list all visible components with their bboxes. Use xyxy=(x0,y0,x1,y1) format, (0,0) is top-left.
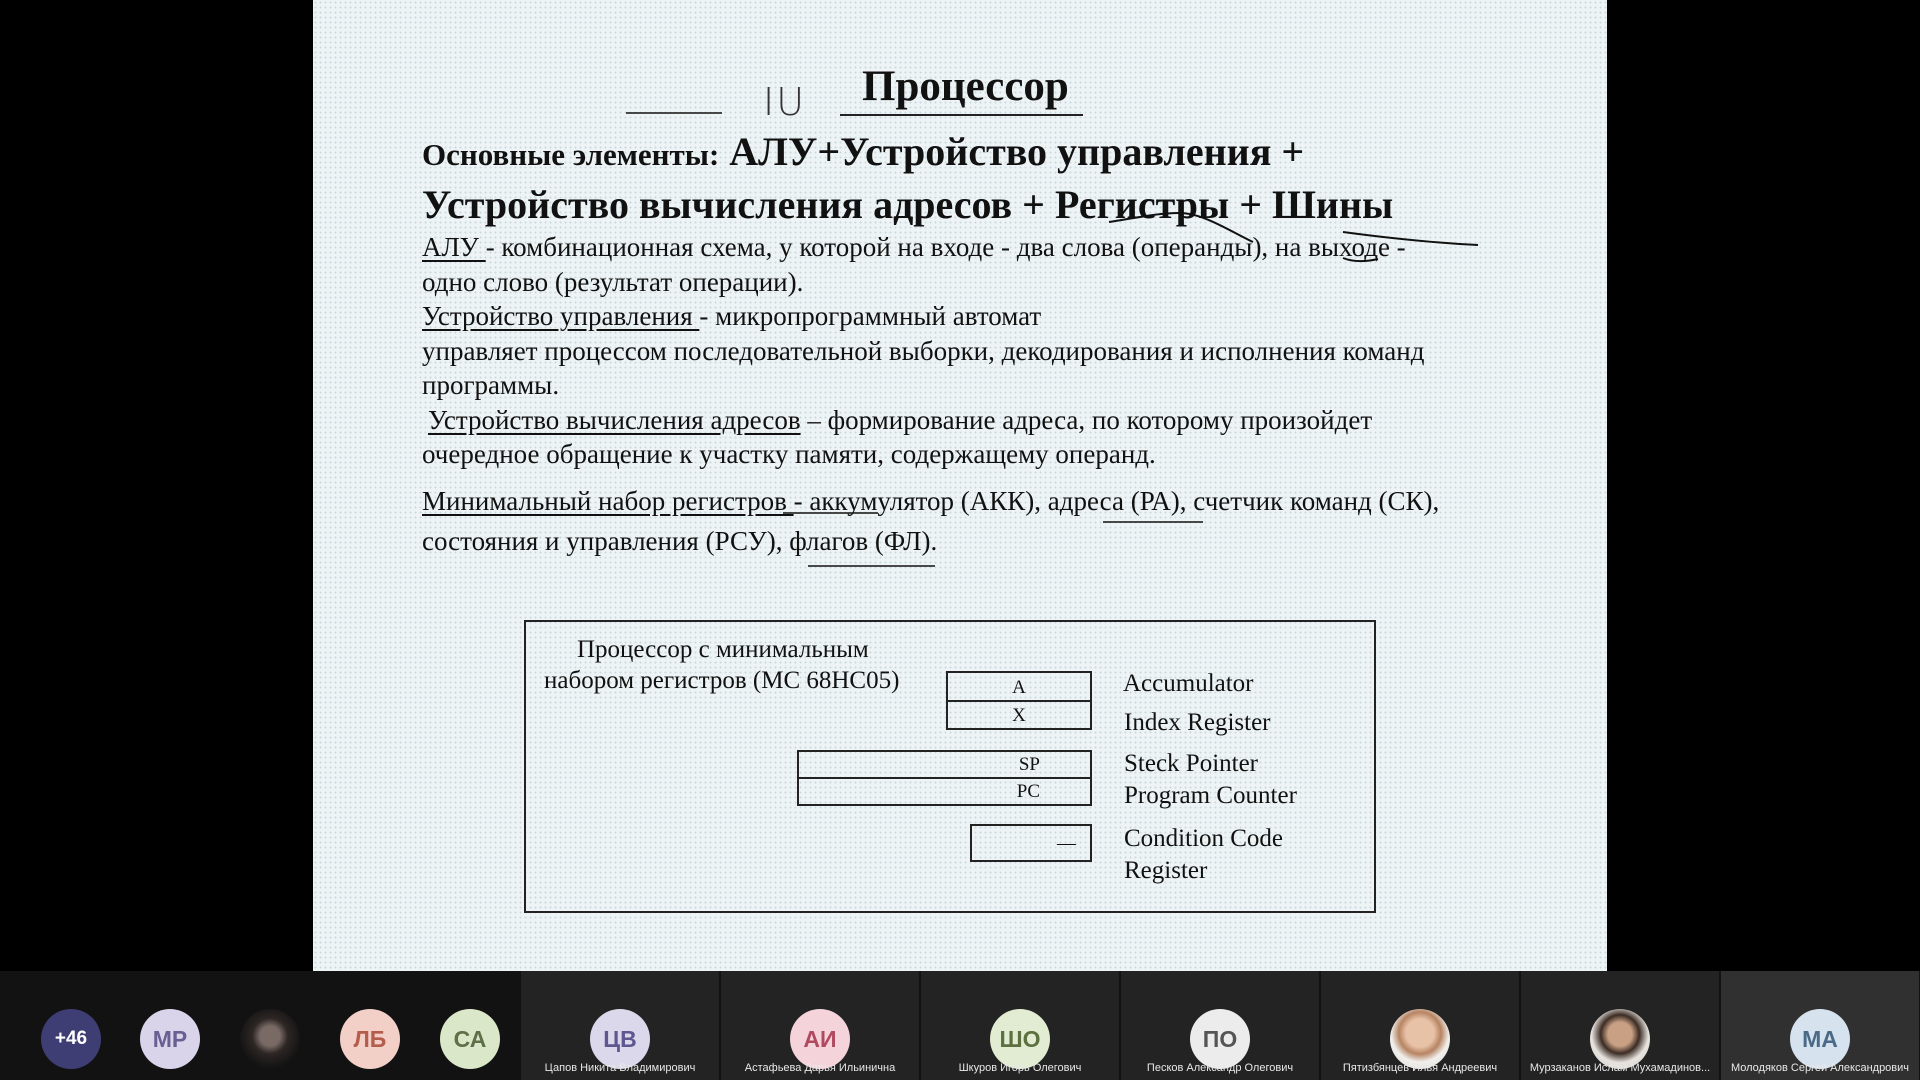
alu-term: АЛУ xyxy=(422,232,486,262)
register-pc xyxy=(797,777,1092,806)
cu-def: - микропрограммный автомат xyxy=(699,301,1042,331)
diagram-caption-1: Процессор с минимальным xyxy=(577,636,869,663)
participant-name: Мурзаканов Ислам Мухамадинов... xyxy=(1529,1062,1711,1074)
participant-tile[interactable] xyxy=(1121,971,1319,1080)
register-pc-label: PC xyxy=(1016,781,1040,802)
label-stack-pointer: Steck Pointer xyxy=(1124,750,1259,777)
participant-tile[interactable] xyxy=(1321,971,1519,1080)
alu-definition-cont: одно слово (результат операции). xyxy=(422,267,804,297)
register-cc-mark: — xyxy=(1057,833,1076,854)
register-sp xyxy=(797,750,1092,779)
diagram-caption-2: набором регистров (МС 68НС05) xyxy=(544,667,900,694)
cu-term: Устройство управления xyxy=(422,301,700,331)
agu-term: Устройство вычисления адресов xyxy=(428,405,801,435)
participant-tile[interactable] xyxy=(921,971,1119,1080)
register-a-label: A xyxy=(1012,677,1026,698)
participant-name: Молодяков Сергей Александрович xyxy=(1730,1062,1910,1074)
register-cc xyxy=(970,824,1092,862)
participant-avatar-sa[interactable]: СА xyxy=(440,1009,500,1069)
participants-bar xyxy=(0,971,1920,1080)
participant-avatar: ЦВ xyxy=(590,1009,650,1069)
cu-definition-cont: управляет процессом последовательной выборки, декодирования и исполнения команд xyxy=(422,336,1425,366)
participant-photo xyxy=(1590,1009,1650,1069)
heading-prefix: Основные элементы xyxy=(422,137,709,172)
participant-name: Пятизбянцев Илья Андреевич xyxy=(1342,1062,1498,1074)
participant-name: Песков Александр Олегович xyxy=(1146,1062,1294,1074)
label-condition-code-1: Condition Code xyxy=(1124,825,1284,852)
participant-name: Астафьева Дарья Ильинична xyxy=(744,1062,896,1074)
participant-tile[interactable] xyxy=(521,971,719,1080)
participant-avatar-mr[interactable]: МР xyxy=(140,1009,200,1069)
participant-avatar: МА xyxy=(1790,1009,1850,1069)
participant-avatar: АИ xyxy=(790,1009,850,1069)
cu-definition-cont2: программы. xyxy=(422,370,560,400)
heading-colon: : xyxy=(708,137,720,172)
shared-slide xyxy=(313,0,1607,971)
register-x xyxy=(946,700,1092,730)
register-a xyxy=(946,671,1092,702)
alu-def: - комбинационная схема, у которой на входе - два слова (операнды), на выходе - xyxy=(485,232,1406,262)
participant-tile[interactable] xyxy=(1521,971,1719,1080)
handwritten-annotation: IU xyxy=(763,80,807,124)
agu-definition-cont: очередное обращение к участку памяти, содержащему операнд. xyxy=(422,439,1156,469)
participant-tile[interactable] xyxy=(721,971,919,1080)
registers-def: - аккумулятор (АКК), адреса (РА), счетчик команд (СК), xyxy=(793,486,1440,516)
participant-avatar: ШО xyxy=(990,1009,1050,1069)
label-condition-code-2: Register xyxy=(1124,857,1208,884)
participant-avatar: ПО xyxy=(1190,1009,1250,1069)
participant-avatar-lb[interactable]: ЛБ xyxy=(340,1009,400,1069)
participant-name: Цапов Никита Владимирович xyxy=(544,1062,696,1074)
label-index-register: Index Register xyxy=(1124,709,1271,736)
heading-line-2: Устройство вычисления адресов + Регистры + Шины xyxy=(422,182,1394,227)
registers-definition-cont: состояния и управления (РСУ), флагов (ФЛ). xyxy=(422,526,938,556)
participant-photo xyxy=(1390,1009,1450,1069)
register-x-label: X xyxy=(1012,705,1026,726)
more-participants-button[interactable]: +46 xyxy=(41,1009,101,1069)
registers-term: Минимальный набор регистров xyxy=(422,486,794,516)
participant-photo-avatar[interactable] xyxy=(240,1009,300,1069)
heading-main: АЛУ+Устройство управления + xyxy=(719,129,1305,174)
agu-def: – формирование адреса, по которому произойдет xyxy=(800,405,1373,435)
slide-title: Процессор xyxy=(862,63,1069,110)
participant-tile-speaking[interactable] xyxy=(1721,971,1919,1080)
label-program-counter: Program Counter xyxy=(1124,782,1297,809)
register-sp-label: SP xyxy=(1018,754,1040,775)
label-accumulator: Accumulator xyxy=(1123,670,1254,697)
participant-name: Шкуров Игорь Олегович xyxy=(958,1062,1082,1074)
